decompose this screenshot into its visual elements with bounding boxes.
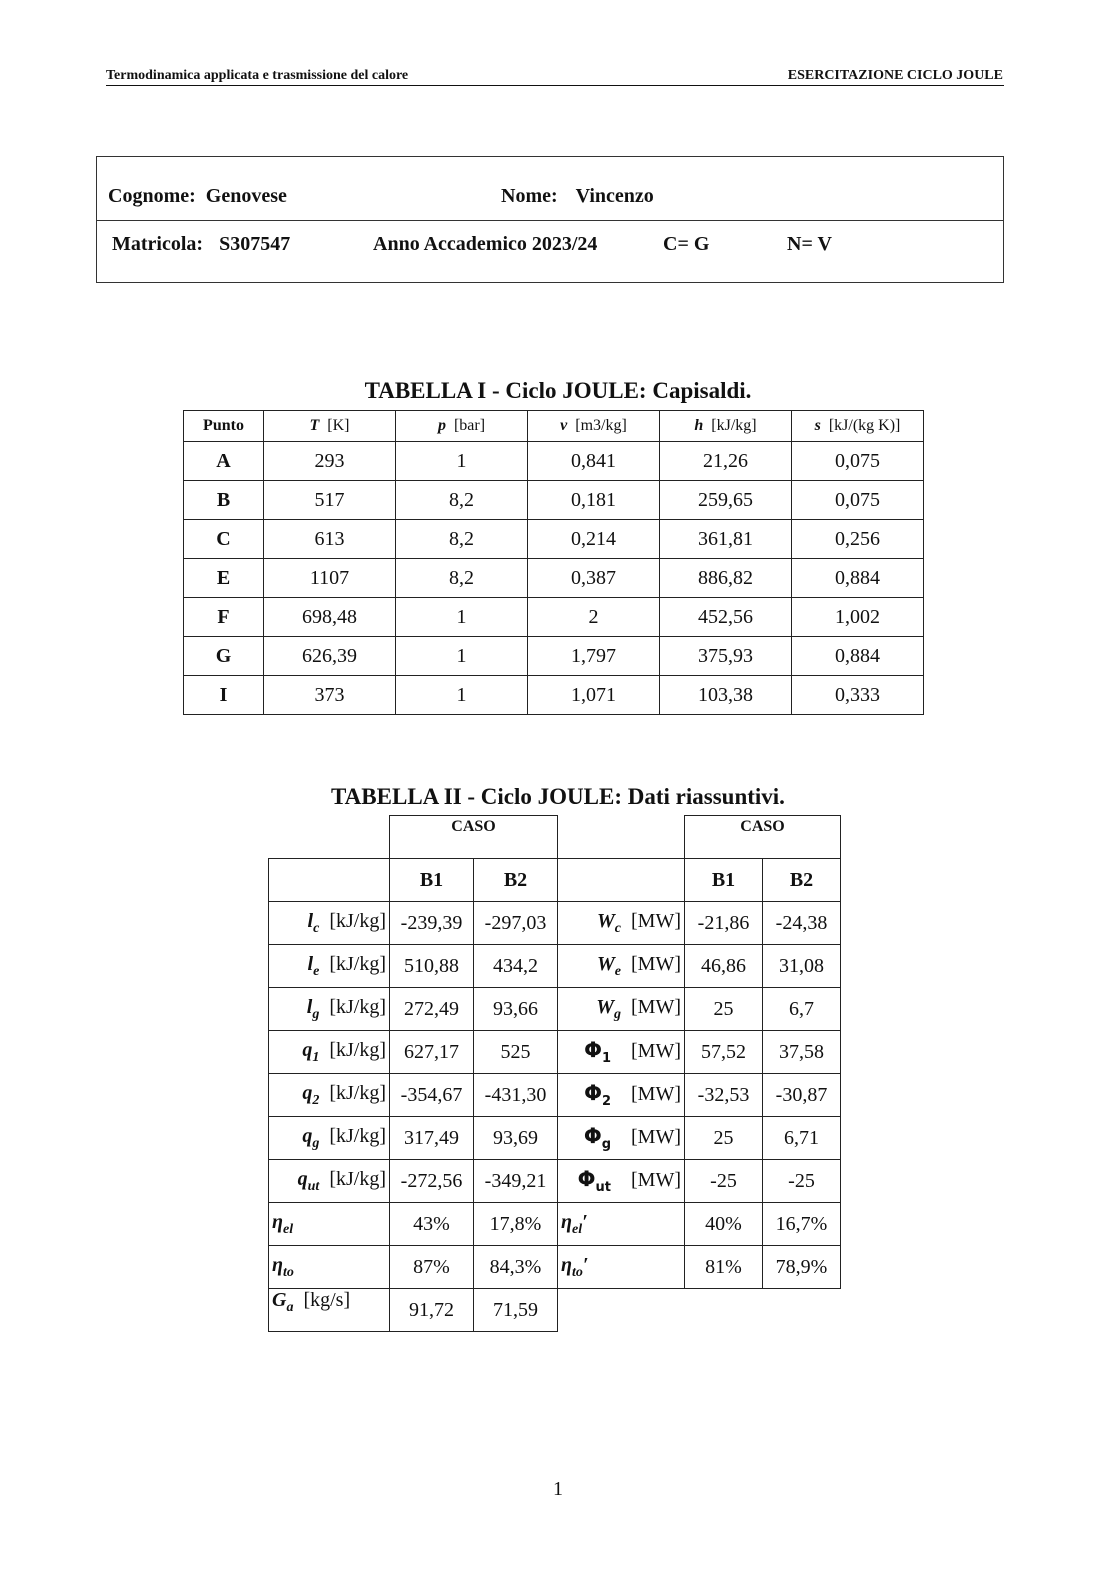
- left-b2-value: 84,3%: [474, 1246, 558, 1289]
- left-b2-value: -349,21: [474, 1160, 558, 1203]
- left-b1-value: 317,49: [390, 1117, 474, 1160]
- table-cell: 626,39: [264, 637, 396, 676]
- point-label: E: [184, 559, 264, 598]
- blank-cell: [558, 816, 685, 859]
- phi-symbol: $\Phi_{ut}$: [577, 1166, 612, 1196]
- right-b2-value: -30,87: [763, 1074, 841, 1117]
- b1-header-right: B1: [685, 859, 763, 902]
- right-quantity-label: [558, 1203, 685, 1246]
- left-quantity-label: [269, 1031, 390, 1074]
- table-cell: 2: [528, 598, 660, 637]
- right-b2-value: 78,9%: [763, 1246, 841, 1289]
- surname-label: Cognome:: [108, 185, 196, 207]
- case-header-row: [269, 859, 841, 902]
- point-label: C: [184, 520, 264, 559]
- right-b2-value: 16,7%: [763, 1203, 841, 1246]
- left-quantity-label: [269, 988, 390, 1031]
- surname-value: Genovese: [205, 185, 287, 207]
- c-value: C= G: [663, 233, 710, 255]
- left-b1-value: 627,17: [390, 1031, 474, 1074]
- table-cell: 293: [264, 442, 396, 481]
- phi-symbol: $\Phi_g$: [583, 1123, 612, 1153]
- point-label: A: [184, 442, 264, 481]
- column-unit: [kJ/kg]: [711, 417, 757, 434]
- point-label: I: [184, 676, 264, 715]
- table-cell: 361,81: [660, 520, 792, 559]
- table1-header-cell: [660, 411, 792, 442]
- table-cell: 452,56: [660, 598, 792, 637]
- quantity-symbol: $q_g$: [302, 1124, 320, 1151]
- table-cell: 1: [396, 442, 528, 481]
- quantity-unit: [MW]: [631, 1125, 681, 1148]
- left-quantity-label: [269, 1246, 390, 1289]
- right-b1-value: 46,86: [685, 945, 763, 988]
- blank-cell: [558, 1289, 685, 1332]
- table-row: [184, 559, 924, 598]
- n-value: N= V: [787, 233, 832, 255]
- left-b2-value: 71,59: [474, 1289, 558, 1332]
- table-cell: 259,65: [660, 481, 792, 520]
- quantity-unit: [MW]: [631, 995, 681, 1018]
- table-cell: 8,2: [396, 559, 528, 598]
- table-cell: 698,48: [264, 598, 396, 637]
- column-unit: [bar]: [453, 417, 486, 434]
- name-label: Nome:: [501, 185, 558, 207]
- prime-mark: ′: [582, 1253, 589, 1276]
- column-symbol: h: [694, 417, 704, 434]
- symbol-subscript: el: [571, 1221, 583, 1237]
- table-cell: 21,26: [660, 442, 792, 481]
- symbol-subscript: 1: [601, 1051, 612, 1067]
- table-row: [269, 1160, 841, 1203]
- table-row: [269, 1289, 841, 1332]
- table-cell: 0,884: [792, 559, 924, 598]
- table-row: [269, 945, 841, 988]
- table-cell: 1,071: [528, 676, 660, 715]
- table-cell: 1: [396, 676, 528, 715]
- table1-header-cell: [792, 411, 924, 442]
- right-quantity-label: [558, 1246, 685, 1289]
- empty-header-cell: [269, 859, 390, 902]
- right-b2-value: 6,7: [763, 988, 841, 1031]
- quantity-symbol: $l_c$: [307, 909, 320, 936]
- left-quantity-label: [269, 902, 390, 945]
- left-b2-value: 434,2: [474, 945, 558, 988]
- right-b2-value: -24,38: [763, 902, 841, 945]
- left-b2-value: 525: [474, 1031, 558, 1074]
- student-info-box: [96, 156, 1004, 283]
- left-b1-value: 510,88: [390, 945, 474, 988]
- prime-mark: ′: [582, 1210, 588, 1233]
- symbol-subscript: c: [614, 920, 622, 936]
- right-b1-value: -21,86: [685, 902, 763, 945]
- quantity-symbol: $q_2$: [302, 1081, 320, 1108]
- table-cell: 613: [264, 520, 396, 559]
- left-b1-value: -272,56: [390, 1160, 474, 1203]
- quantity-symbol: $W_g$: [596, 995, 622, 1022]
- table-row: [184, 520, 924, 559]
- table1-capisaldi: [183, 410, 924, 715]
- column-label: Punto: [203, 417, 244, 434]
- table-row: [184, 637, 924, 676]
- quantity-unit: [MW]: [631, 909, 681, 932]
- id-value: S307547: [219, 233, 291, 255]
- table-cell: 0,884: [792, 637, 924, 676]
- right-quantity-label: [558, 1160, 685, 1203]
- quantity-symbol: $W_e$: [597, 952, 622, 979]
- right-b1-value: 81%: [685, 1246, 763, 1289]
- caso-row: [269, 816, 841, 859]
- table2-body: [269, 816, 841, 1332]
- table-row: [269, 1031, 841, 1074]
- quantity-unit: [MW]: [631, 1039, 681, 1062]
- quantity-symbol: $q_{ut}$: [297, 1167, 320, 1194]
- column-unit: [kJ/(kg K)]: [828, 417, 901, 434]
- table-cell: 1,797: [528, 637, 660, 676]
- table-cell: 8,2: [396, 520, 528, 559]
- symbol-subscript: 2: [601, 1094, 612, 1110]
- header-course-title: Termodinamica applicata e trasmissione del calore: [106, 68, 409, 83]
- right-b2-value: 37,58: [763, 1031, 841, 1074]
- b2-header-right: B2: [763, 859, 841, 902]
- point-label: B: [184, 481, 264, 520]
- left-b2-value: 17,8%: [474, 1203, 558, 1246]
- table-cell: 1107: [264, 559, 396, 598]
- right-quantity-label: [558, 988, 685, 1031]
- table-cell: 375,93: [660, 637, 792, 676]
- column-symbol: v: [560, 417, 568, 434]
- caso-header-left: CASO: [390, 816, 558, 859]
- right-quantity-label: [558, 902, 685, 945]
- name-field: [501, 185, 654, 208]
- left-quantity-label: [269, 945, 390, 988]
- quantity-unit: [kg/s]: [303, 1289, 351, 1311]
- symbol-subscript: to: [282, 1264, 294, 1280]
- left-quantity-label: [269, 1203, 390, 1246]
- blank-cell: [269, 816, 390, 859]
- right-b1-value: 57,52: [685, 1031, 763, 1074]
- right-b1-value: -32,53: [685, 1074, 763, 1117]
- table1-header-cell: [264, 411, 396, 442]
- column-unit: [m3/kg]: [575, 417, 627, 434]
- phi-symbol: $\Phi_1$: [584, 1037, 612, 1067]
- right-b1-value: 25: [685, 988, 763, 1031]
- quantity-unit: [kJ/kg]: [329, 952, 386, 975]
- table1-body: [184, 411, 924, 715]
- right-quantity-label: [558, 1074, 685, 1117]
- info-box-divider: [97, 220, 1003, 221]
- quantity-unit: [MW]: [631, 952, 681, 975]
- caso-header-right: CASO: [685, 816, 841, 859]
- phi-symbol: $\Phi_2$: [584, 1080, 612, 1110]
- quantity-unit: [kJ/kg]: [329, 909, 386, 932]
- table-cell: 517: [264, 481, 396, 520]
- quantity-unit: [kJ/kg]: [329, 1124, 386, 1147]
- table-cell: 0,256: [792, 520, 924, 559]
- quantity-unit: [MW]: [631, 1168, 681, 1191]
- academic-year: Anno Accademico 2023/24: [373, 233, 598, 255]
- empty-header-cell: [558, 859, 685, 902]
- table-row: [269, 1117, 841, 1160]
- table-cell: 1: [396, 637, 528, 676]
- name-value: Vincenzo: [575, 185, 654, 207]
- table-cell: 0,333: [792, 676, 924, 715]
- left-b2-value: 93,69: [474, 1117, 558, 1160]
- table-row: [269, 1203, 841, 1246]
- symbol-subscript: g: [601, 1137, 612, 1153]
- symbol-subscript: e: [313, 963, 320, 979]
- symbol-subscript: e: [614, 963, 622, 979]
- blank-cell: [763, 1289, 841, 1332]
- header-rule: [106, 85, 1004, 86]
- quantity-symbol: $\eta_{el}$: [561, 1210, 583, 1237]
- right-b2-value: 31,08: [763, 945, 841, 988]
- left-b1-value: -354,67: [390, 1074, 474, 1117]
- table-row: [184, 442, 924, 481]
- table2-summary: [268, 815, 841, 1332]
- left-b1-value: 272,49: [390, 988, 474, 1031]
- quantity-unit: [kJ/kg]: [329, 1038, 386, 1061]
- symbol-subscript: a: [286, 1300, 294, 1315]
- table-row: [269, 902, 841, 945]
- column-symbol: T: [309, 417, 320, 434]
- table-cell: 103,38: [660, 676, 792, 715]
- table-row: [269, 988, 841, 1031]
- header-exercise-title: ESERCITAZIONE CICLO JOULE: [787, 68, 1003, 83]
- right-b1-value: -25: [685, 1160, 763, 1203]
- table-cell: 0,075: [792, 481, 924, 520]
- quantity-symbol: $\eta_{to}$: [272, 1253, 294, 1280]
- quantity-unit: [kJ/kg]: [329, 995, 386, 1018]
- quantity-symbol: $l_e$: [307, 952, 320, 979]
- quantity-symbol: $\eta_{to}$: [561, 1253, 583, 1280]
- table-cell: 0,181: [528, 481, 660, 520]
- table-row: [184, 481, 924, 520]
- b1-header-left: B1: [390, 859, 474, 902]
- table-row: [269, 1074, 841, 1117]
- table-cell: 1: [396, 598, 528, 637]
- right-quantity-label: [558, 945, 685, 988]
- left-b2-value: -431,30: [474, 1074, 558, 1117]
- left-b1-value: -239,39: [390, 902, 474, 945]
- symbol-subscript: g: [614, 1006, 622, 1022]
- table1-title: TABELLA I - Ciclo JOULE: Capisaldi.: [364, 378, 752, 403]
- id-field: [112, 233, 290, 256]
- table-cell: 0,841: [528, 442, 660, 481]
- table-row: [184, 598, 924, 637]
- left-b1-value: 87%: [390, 1246, 474, 1289]
- table1-header-cell: [396, 411, 528, 442]
- right-b2-value: -25: [763, 1160, 841, 1203]
- left-quantity-label: [269, 1160, 390, 1203]
- table1-header-cell: [184, 411, 264, 442]
- symbol-subscript: c: [313, 920, 320, 936]
- symbol-subscript: g: [312, 1135, 320, 1151]
- point-label: F: [184, 598, 264, 637]
- table-cell: 0,214: [528, 520, 660, 559]
- left-b1-value: 91,72: [390, 1289, 474, 1332]
- point-label: G: [184, 637, 264, 676]
- right-quantity-label: [558, 1117, 685, 1160]
- table-cell: 1,002: [792, 598, 924, 637]
- symbol-subscript: ut: [307, 1178, 320, 1194]
- table2-title: TABELLA II - Ciclo JOULE: Dati riassuntivi.: [331, 784, 785, 809]
- symbol-subscript: 1: [312, 1049, 320, 1065]
- left-quantity-label: [269, 1117, 390, 1160]
- quantity-unit: [kJ/kg]: [329, 1167, 386, 1190]
- blank-cell: [685, 1289, 763, 1332]
- quantity-symbol: $q_1$: [302, 1038, 320, 1065]
- table1-header-row: [184, 411, 924, 442]
- left-b1-value: 43%: [390, 1203, 474, 1246]
- id-label: Matricola:: [112, 233, 204, 255]
- quantity-symbol: $W_c$: [597, 909, 622, 936]
- surname-field: [108, 185, 287, 208]
- quantity-unit: [MW]: [631, 1082, 681, 1105]
- left-quantity-label: [269, 1074, 390, 1117]
- table-cell: 373: [264, 676, 396, 715]
- table1-header-cell: [528, 411, 660, 442]
- column-unit: [K]: [327, 417, 350, 434]
- left-b2-value: -297,03: [474, 902, 558, 945]
- quantity-symbol: $l_g$: [306, 995, 320, 1022]
- table-cell: 0,387: [528, 559, 660, 598]
- table-cell: 0,075: [792, 442, 924, 481]
- table-row: [269, 1246, 841, 1289]
- symbol-subscript: to: [571, 1264, 583, 1280]
- quantity-symbol: $\eta_{el}$: [272, 1210, 294, 1237]
- table-cell: 886,82: [660, 559, 792, 598]
- symbol-subscript: ut: [595, 1180, 612, 1196]
- b2-header-left: B2: [474, 859, 558, 902]
- symbol-subscript: g: [312, 1006, 320, 1022]
- symbol-subscript: 2: [312, 1092, 320, 1108]
- right-b1-value: 25: [685, 1117, 763, 1160]
- column-symbol: s: [814, 417, 821, 434]
- symbol-subscript: el: [282, 1221, 294, 1237]
- table-cell: 8,2: [396, 481, 528, 520]
- table-row: [184, 676, 924, 715]
- left-b2-value: 93,66: [474, 988, 558, 1031]
- column-symbol: p: [437, 417, 446, 434]
- left-quantity-label: [269, 1289, 390, 1332]
- right-b2-value: 6,71: [763, 1117, 841, 1160]
- quantity-symbol: $G_a$: [272, 1289, 294, 1315]
- right-b1-value: 40%: [685, 1203, 763, 1246]
- right-quantity-label: [558, 1031, 685, 1074]
- quantity-unit: [kJ/kg]: [329, 1081, 386, 1104]
- page-number: 1: [553, 1478, 563, 1500]
